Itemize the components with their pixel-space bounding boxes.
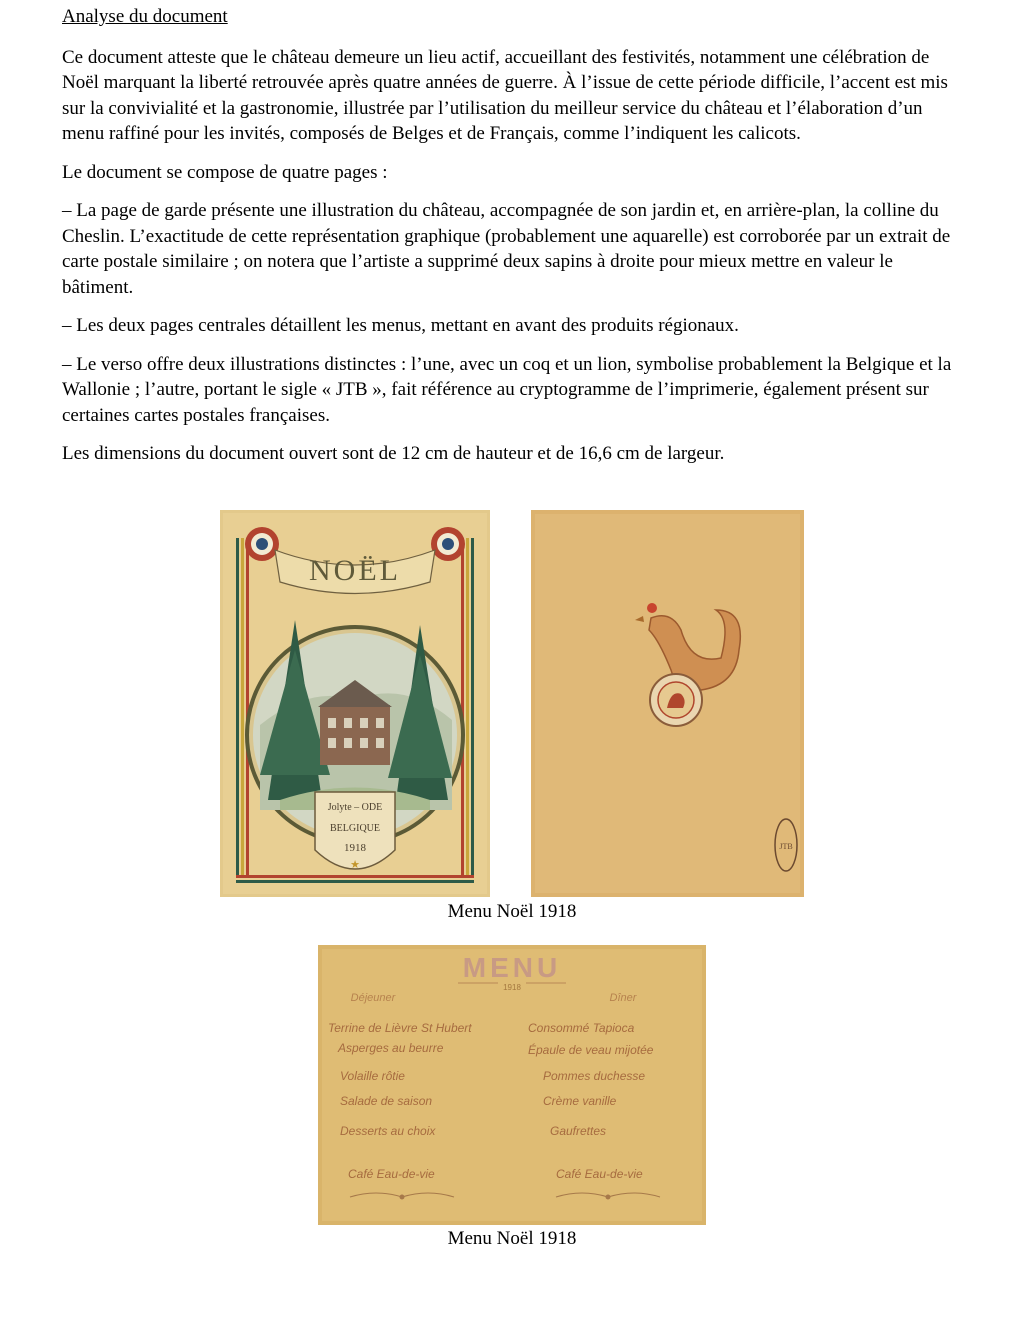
menu-left-item: Salade de saison <box>340 1094 433 1108</box>
menu-right-item: Consommé Tapioca <box>528 1021 635 1035</box>
menu-left-item: Desserts au choix <box>340 1124 436 1138</box>
menu-right-item: Café Eau-de-vie <box>556 1167 643 1181</box>
monogram-text: JTB <box>779 842 793 851</box>
menu-left-item: Terrine de Lièvre St Hubert <box>328 1021 472 1035</box>
menu-title: MENU <box>462 952 562 983</box>
paragraph-back: – Le verso offre deux illustrations distinctes : l’une, avec un coq et un lion, symbolise probablement la Belgique et la Wallonie ; l’autre, portant le sigle « JTB », fait référence au cryptogramme de l’imprimerie, également présent sur certaines cartes postales françaises. <box>62 353 952 426</box>
menu-right-item: Pommes duchesse <box>543 1069 646 1083</box>
paragraph-center: – Les deux pages centrales détaillent les menus, mettant en avant des produits régionaux. <box>62 315 739 336</box>
paragraph-cover: – La page de garde présente une illustration du château, accompagnée de son jardin et, en arrière-plan, la colline du Cheslin. L’exactitude de cette représentation graphique (probablement une aquarelle) est corroborée par un extrait de carte postale similaire ; on notera que l’artiste a supprimé deux sapins à droite pour mieux mettre en valeur le bâtiment. <box>62 200 951 298</box>
paragraph-pages: Le document se compose de quatre pages : <box>62 161 388 183</box>
menu-right-item: Crème vanille <box>543 1094 617 1108</box>
text-block <box>62 4 952 480</box>
lion-medallion-icon <box>650 674 702 726</box>
cover-line1: Jolyte – ODE <box>327 802 383 813</box>
menu-left-item: Café Eau-de-vie <box>348 1167 435 1181</box>
menu-left-heading: Déjeuner <box>350 992 396 1004</box>
cover-image <box>220 510 490 897</box>
cover-title: NOËL <box>309 554 401 587</box>
paragraph-dimensions: Les dimensions du document ouvert sont de 12 cm de hauteur et de 16,6 cm de largeur. <box>62 443 725 464</box>
menu-year: 1918 <box>503 983 521 992</box>
back-cover-image <box>531 510 804 897</box>
menu-card-image <box>318 945 706 1225</box>
star-icon: ★ <box>350 859 360 871</box>
caption-second: Menu Noël 1918 <box>447 1228 577 1249</box>
cover-year: 1918 <box>344 842 366 854</box>
menu-left-item: Volaille rôtie <box>340 1069 405 1083</box>
caption-first: Menu Noël 1918 <box>447 901 577 922</box>
menu-left-item: Asperges au beurre <box>338 1041 444 1055</box>
menu-right-item: Gaufrettes <box>550 1124 607 1138</box>
menu-right-heading: Dîner <box>609 992 637 1004</box>
menu-right-item: Épaule de veau mijotée <box>528 1043 654 1057</box>
cover-line2: BELGIQUE <box>330 823 380 834</box>
section-heading: Analyse du document <box>62 6 228 27</box>
paragraph-intro: Ce document atteste que le château demeure un lieu actif, accueillant des festivités, notamment une célébration de Noël marquant la liberté retrouvée après quatre années de guerre. À l’issue de cette période difficile, l’accent est mis sur la convivialité et la gastronomie, illustrée par l’utilisation du meilleur service du château et l’élaboration d’un menu raffiné pour les invités, composés de Belges et de Français, comme l’indiquent les calicots. <box>62 46 948 144</box>
